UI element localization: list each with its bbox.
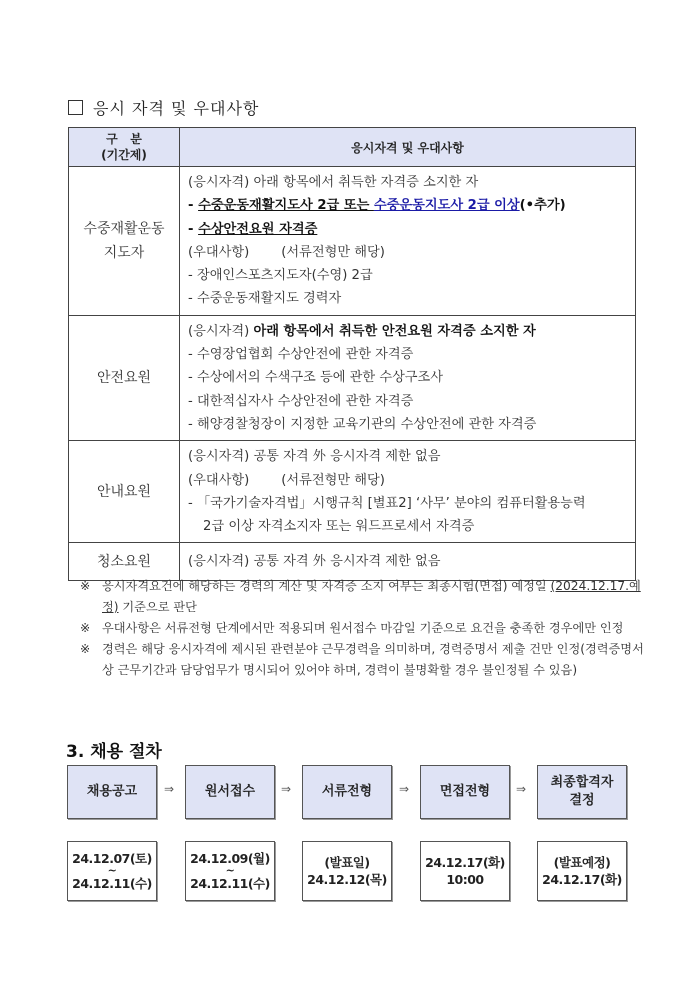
section-title-text: 응시 자격 및 우대사항 [93,99,260,118]
checkbox-square-icon [68,100,83,115]
table-row [69,167,636,316]
qualification-cell: (응시자격) 아래 항목에서 취득한 안전요원 자격증 소지한 자 - 수영장업협회 수상안전에 관한 자격증 - 수상에서의 수색구조 등에 관한 수상구조사 - 대한적십자사 수상안전에 관한 자격증 - 해양경찰청장이 지정한 교육기관의 수상안전에 관한 자격증 [180,315,636,440]
date-final-decision: (발표예정) 24.12.17(화) [537,841,627,901]
step-application: 원서접수 [185,765,275,819]
arrow-icon: ⇒ [399,782,410,796]
category-cell: 청소요원 [69,543,180,581]
date-recruit-notice: 24.12.07(토) ~ 24.12.11(수) [67,841,157,901]
table-row [69,315,636,440]
step-recruit-notice: 채용공고 [67,765,157,819]
note-item: ※ 우대사항은 서류전형 단계에서만 적용되며 원서접수 마감일 기준으로 요건을 충족한 경우에만 인정 [80,621,624,635]
date-document-screening: (발표일) 24.12.12(목) [302,841,392,901]
step-interview: 면접전형 [420,765,510,819]
header-qualification: 응시자격 및 우대사항 [180,128,636,167]
note-item: ※ 경력은 해당 응시자격에 제시된 관련분야 근무경력을 의미하며, 경력증명서 제출 건만 인정(경력증명서상 근무기간과 담당업무가 명시되어 있어야 하며, 경력이 불명확할 경우 불인정될 수 있음) [80,642,644,677]
table-row [69,441,636,543]
note-item: ※ 응시자격요건에 해당하는 경력의 계산 및 자격증 소지 여부는 최종시험(면접) 예정일 (2024.12.17.예정) 기준으로 판단 [80,579,641,614]
step-final-decision: 최종합격자 결정 [537,765,627,819]
date-application: 24.12.09(월) ~ 24.12.11(수) [185,841,275,901]
table-header-row [69,128,636,167]
arrow-icon: ⇒ [281,782,292,796]
category-cell: 안전요원 [69,315,180,440]
arrow-icon: ⇒ [516,782,527,796]
arrow-icon: ⇒ [164,782,175,796]
header-category: 구 분 (기간제) [69,128,180,167]
qualification-table [68,127,636,581]
added-qualification: 수중운동지도사 2급 이상 [373,198,520,214]
notes-list [80,576,650,681]
category-cell: 안내요원 [69,441,180,543]
step-document-screening: 서류전형 [302,765,392,819]
qualification-cell: (응시자격) 공통 자격 外 응시자격 제한 없음 [180,543,636,581]
section-title [68,96,259,119]
procedure-title: 3. 채용 절차 [66,742,162,762]
qualification-cell: (응시자격) 아래 항목에서 취득한 자격증 소지한 자 - 수중운동재활지도사 2급 또는 수중운동지도사 2급 이상(•추가) - 수상안전요원 자격증 (우대사항) (서류전형만 해당) - 장애인스포츠지도자(수영) 2급 - 수중운동재활지도 경력자 [180,167,636,316]
qualification-cell: (응시자격) 공통 자격 外 응시자격 제한 없음 (우대사항) (서류전형만 해당) - 「국가기술자격법」시행규칙 [별표2] ‘사무’ 분야의 컴퓨터활용능력 2급 이상 자격소지자 또는 워드프로세서 자격증 [180,441,636,543]
date-interview: 24.12.17(화) 10:00 [420,841,510,901]
category-cell: 수중재활운동 지도자 [69,167,180,316]
